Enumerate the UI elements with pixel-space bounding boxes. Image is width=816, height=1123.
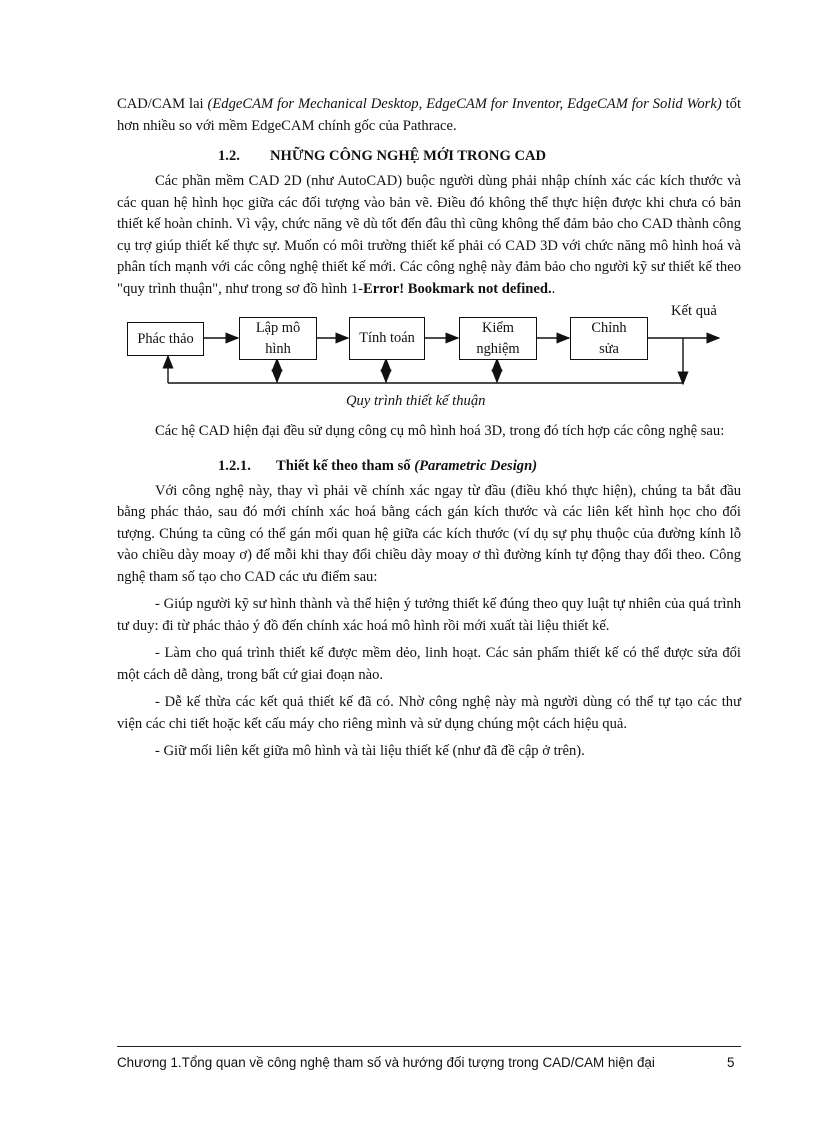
subsection-heading [117, 455, 741, 477]
box-chinh-sua [570, 317, 648, 360]
list-item: - Làm cho quá trình thiết kế được mềm dẻo, linh hoạt. Các sản phẩm thiết kế có thể được sửa đổi một cách dễ dàng, trong bất cứ giai đoạn nào. [117, 645, 741, 683]
bookmark-error: Error! Bookmark not defined. [363, 280, 552, 297]
box-lap-mo-hinh [239, 317, 317, 360]
subsection-number: 1.2.1. [218, 457, 251, 474]
list-item: - Dễ kế thừa các kết quả thiết kế đã có. Nhờ công nghệ này mà người dùng có thể tự tạo các thư viện các chi tiết hoặc kết cấu máy cho riêng mình và sử dụng chúng một cách hiệu quả. [117, 694, 741, 732]
section-title: NHỮNG CÔNG NGHỆ MỚI TRONG CAD [270, 148, 547, 164]
section-heading [117, 145, 741, 167]
box-label: Phác thảo [137, 330, 194, 347]
box-label: Tính toán [359, 330, 415, 346]
footer-rule [117, 1046, 741, 1047]
box-tinh-toan [349, 317, 425, 360]
box-label: Kiểm nghiệm [476, 319, 520, 357]
intro-lead: CAD/CAM lai [117, 96, 208, 112]
paragraph-1-text: Các phần mềm CAD 2D (như AutoCAD) buộc người dùng phải nhập chính xác các kích thước và các quan hệ hình học giữa các đối tượng vào bản vẽ. Điều đó không thể thực hiện được khi chưa có bản thiết kế hoàn chỉnh. Vì vậy, chức năng vẽ dù tốt đến đâu thì cũng không thể đảm bảo cho CAD thành công cụ trợ giúp thiết kế thực sự. Muốn có môi trường thiết kế phải có CAD 3D với chức năng mô hình hoá và phân tích mạnh với các công nghệ thiết kế mới. Các công nghệ này đảm bảo cho người kỹ sư thiết kế theo "quy trình thuận", như trong sơ đồ hình 1- [117, 173, 741, 297]
intro-tail: tốt hơn nhiều so với mềm EdgeCAM chính gốc của Pathrace. [117, 96, 742, 134]
list-item: - Giúp người kỹ sư hình thành và thể hiện ý tưởng thiết kế đúng theo quy luật tự nhiên của quá trình tư duy: đi từ phác thảo ý đồ đến chính xác hoá mô hình rồi mới xuất tài liệu thiết kế. [117, 596, 741, 634]
subsection-title-italic: (Parametric Design) [414, 457, 538, 474]
advantages-list [117, 594, 741, 763]
box-phac-thao [127, 322, 204, 356]
footer-chapter: Chương 1.Tổng quan về công nghệ tham số và hướng đối tượng trong CAD/CAM hiện đại [117, 1055, 655, 1070]
section-number: 1.2. [218, 148, 240, 164]
subsection-title: Thiết kế theo tham số [276, 457, 415, 474]
paragraph-1 [117, 171, 741, 300]
paragraph-1-end: . [551, 280, 556, 297]
box-kiem-nghiem [459, 317, 537, 360]
result-label: Kết quả [671, 303, 717, 319]
process-diagram [117, 303, 741, 421]
paragraph-2: Các hệ CAD hiện đại đều sử dụng công cụ mô hình hoá 3D, trong đó tích hợp các công nghệ sau: [155, 423, 725, 439]
intro-paragraph [117, 94, 741, 137]
page-number: 5 [727, 1055, 735, 1070]
page-body [117, 94, 741, 763]
box-label: Lập mô hình [255, 319, 301, 357]
box-label: Chỉnh sửa [591, 319, 627, 357]
paragraph-3: Với công nghệ này, thay vì phải vẽ chính xác ngay từ đầu (điều khó thực hiện), chúng ta bắt đầu bằng phác thảo, sau đó mới chính xác hoá bằng cách gán kích thước và các liên kết hình học cho đối tượng. Chúng ta cũng có thể gán mối quan hệ giữa các kích thước (ví dụ sự phụ thuộc của đường kính lỗ vào chiều dày moay ơ) để mỗi khi thay đổi chiều dày moay ơ thì đường kính tự động thay đổi theo. Công nghệ tham số tạo cho CAD các ưu điểm sau: [117, 482, 741, 585]
diagram-caption: Quy trình thiết kế thuận [346, 393, 486, 409]
list-item: - Giữ mối liên kết giữa mô hình và tài liệu thiết kế (như đã đề cập ở trên). [155, 743, 585, 759]
intro-italic: (EdgeCAM for Mechanical Desktop, EdgeCAM for Inventor, EdgeCAM for Solid Work) [207, 96, 722, 112]
